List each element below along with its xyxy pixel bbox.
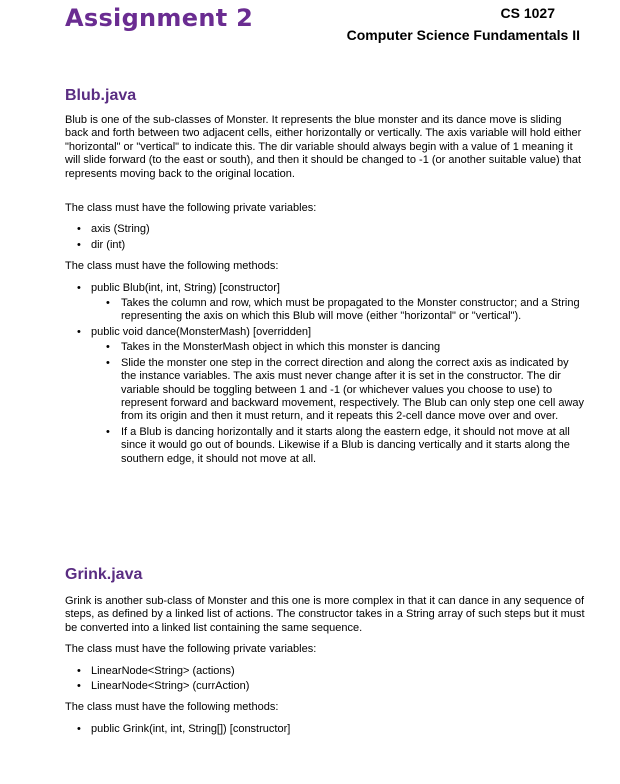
blub-methods-heading: The class must have the following methods: <box>65 260 279 273</box>
grink-section <box>65 565 585 744</box>
course-code: CS 1027 <box>500 5 555 21</box>
list-item: • dir (int) <box>65 239 585 252</box>
blub-methods-list <box>65 282 585 466</box>
section-title-blub: Blub.java <box>65 87 137 104</box>
list-item: • Takes in the MonsterMash object in which this monster is dancing <box>65 341 585 354</box>
list-item: • Slide the monster one step in the correct direction and along the correct axis as indicated by the instance variables. The axis must never change after it is set in the constructor. The dir variable should be toggling between 1 and -1 (or whichever values you choose to use) to represent forward and backward movement, respectively. The Blub can only step one cell away from its origin and then it must return, and it repeats this 2-cell dance move over and over. <box>65 357 585 424</box>
grink-vars-heading: The class must have the following private variables: <box>65 643 317 656</box>
method-details-list <box>91 297 585 324</box>
grink-methods-heading: The class must have the following methods: <box>65 701 279 714</box>
list-item: • LinearNode<String> (actions) <box>65 665 585 678</box>
assignment-title: Assignment 2 <box>65 4 254 32</box>
grink-methods-list <box>65 723 585 736</box>
list-item <box>65 326 585 466</box>
method-signature: • public void dance(MonsterMash) [overridden] <box>91 325 312 338</box>
list-item: • axis (String) <box>65 223 585 236</box>
list-item <box>65 723 585 736</box>
list-item: • If a Blub is dancing horizontally and it starts along the eastern edge, it should not move at all since it would go out of bounds. Likewise if a Blub is dancing vertically and it starts along the southern edge, it should not move at all. <box>65 426 585 466</box>
blub-intro-paragraph: Blub is one of the sub-classes of Monster. It represents the blue monster and its dance move is sliding back and forth between two adjacent cells, either horizontally or vertically. The axis variable will hold either "horizontal" or "vertical" to indicate this. The dir variable should always begin with a value of 1 meaning it will slide forward (to the east or south), and then it should be changed to -1 (or another suitable value) that represents moving back to the original location. <box>65 114 582 180</box>
grink-intro-paragraph: Grink is another sub-class of Monster and this one is more complex in that it can dance in any sequence of steps, as defined by a linked list of actions. The constructor takes in a String array of such steps but it must be converted into a linked list containing the same sequence. <box>65 595 585 634</box>
blub-section <box>65 86 585 474</box>
list-item <box>65 282 585 324</box>
method-details-list <box>91 341 585 466</box>
method-signature: • public Blub(int, int, String) [constructor] <box>91 281 280 294</box>
list-item: • Takes the column and row, which must be propagated to the Monster constructor; and a String representing the axis on which this Blub will move (either "horizontal" or "vertical"). <box>65 297 585 324</box>
blub-vars-heading: The class must have the following private variables: <box>65 202 317 215</box>
grink-vars-list <box>65 665 585 694</box>
list-item: • LinearNode<String> (currAction) <box>65 680 585 693</box>
course-name: Computer Science Fundamentals II <box>346 27 580 43</box>
blub-vars-list <box>65 223 585 252</box>
section-title-grink: Grink.java <box>65 566 143 583</box>
method-signature: • public Grink(int, int, String[]) [constructor] <box>91 722 291 735</box>
